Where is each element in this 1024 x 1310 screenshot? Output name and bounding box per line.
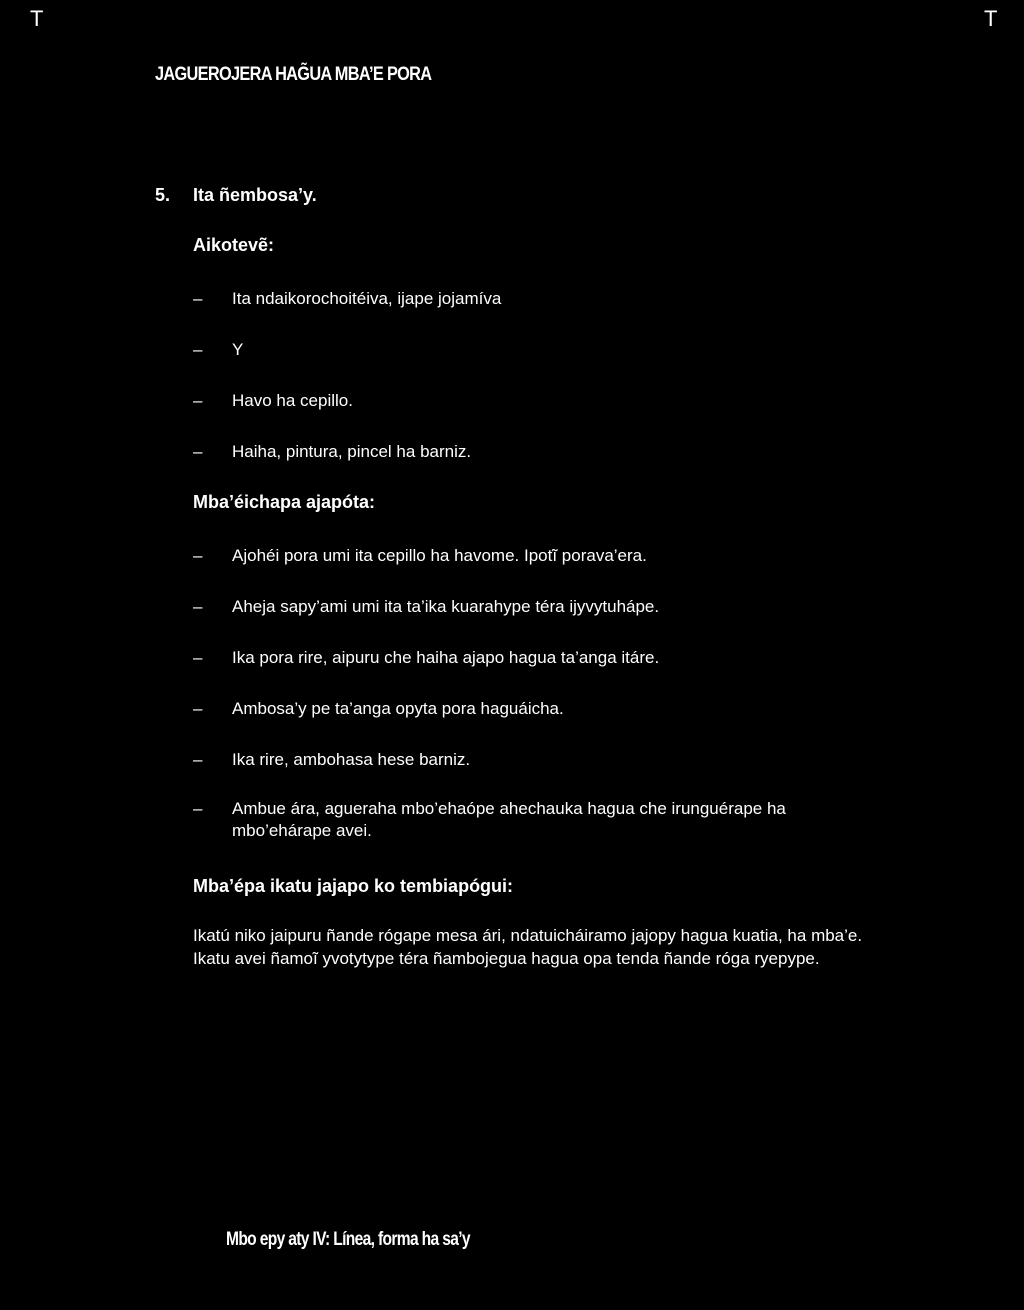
dash-bullet: – xyxy=(193,546,203,565)
list-item-text: Havo ha cepillo. xyxy=(232,391,353,410)
section-title-text: Ita ñembosa’y. xyxy=(193,185,317,205)
page-footer: Mbo epy aty IV: Línea, forma ha sa’y xyxy=(226,1229,470,1250)
list-item-text: Ita ndaikorochoitéiva, ijape jojamíva xyxy=(232,289,502,308)
list-item-text: Ambue ára, agueraha mbo’ehaópe ahechauka hagua che irunguérape ha mbo’ehárape avei. xyxy=(232,799,786,840)
dash-bullet: – xyxy=(193,799,203,818)
list-item xyxy=(193,798,833,842)
usage-heading: Mba’épa ikatu jajapo ko tembiapógui: xyxy=(193,876,514,896)
list-item-text: Y xyxy=(232,340,244,359)
list-item-text: Ika pora rire, aipuru che haiha ajapo hagua ta’anga itáre. xyxy=(232,648,660,667)
running-header: JAGUEROJERA HAG̃UA MBA’E PORA xyxy=(155,64,432,85)
list-item xyxy=(193,647,873,669)
list-item xyxy=(193,596,873,618)
list-item-text: Ika rire, ambohasa hese barniz. xyxy=(232,750,471,769)
dash-bullet: – xyxy=(193,597,203,616)
corner-mark-left: T xyxy=(30,6,44,31)
dash-bullet: – xyxy=(193,648,203,667)
list-item xyxy=(193,339,873,361)
materials-heading: Aikotevẽ: xyxy=(193,235,275,255)
section-number: 5. xyxy=(155,185,171,205)
section-title xyxy=(155,185,317,206)
list-item xyxy=(193,698,873,720)
dash-bullet: – xyxy=(193,289,203,308)
list-item xyxy=(193,441,873,463)
list-item-text: Ajohéi pora umi ita cepillo ha havome. Ipotĩ porava’era. xyxy=(232,546,647,565)
list-item xyxy=(193,390,873,412)
corner-mark-right: T xyxy=(984,6,998,31)
dash-bullet: – xyxy=(193,699,203,718)
list-item xyxy=(193,749,873,771)
list-item-text: Haiha, pintura, pincel ha barniz. xyxy=(232,442,472,461)
list-item xyxy=(193,288,873,310)
list-item-text: Ambosa’y pe ta’anga opyta pora haguáicha. xyxy=(232,699,564,718)
list-item-text: Aheja sapy’ami umi ita ta’ika kuarahype téra ijyvytuhápe. xyxy=(232,597,660,616)
dash-bullet: – xyxy=(193,442,203,461)
steps-heading: Mba’éichapa ajapóta: xyxy=(193,492,376,512)
list-item xyxy=(193,545,873,567)
dash-bullet: – xyxy=(193,750,203,769)
usage-paragraph: Ikatú niko jaipuru ñande rógape mesa ári, ndatuicháiramo jajopy hagua kuatia, ha mba’e. Ikatu avei ñamoĩ yvotytype téra ñambojegua hagua opa tenda ñande róga ryepype. xyxy=(193,926,863,968)
dash-bullet: – xyxy=(193,340,203,359)
dash-bullet: – xyxy=(193,391,203,410)
